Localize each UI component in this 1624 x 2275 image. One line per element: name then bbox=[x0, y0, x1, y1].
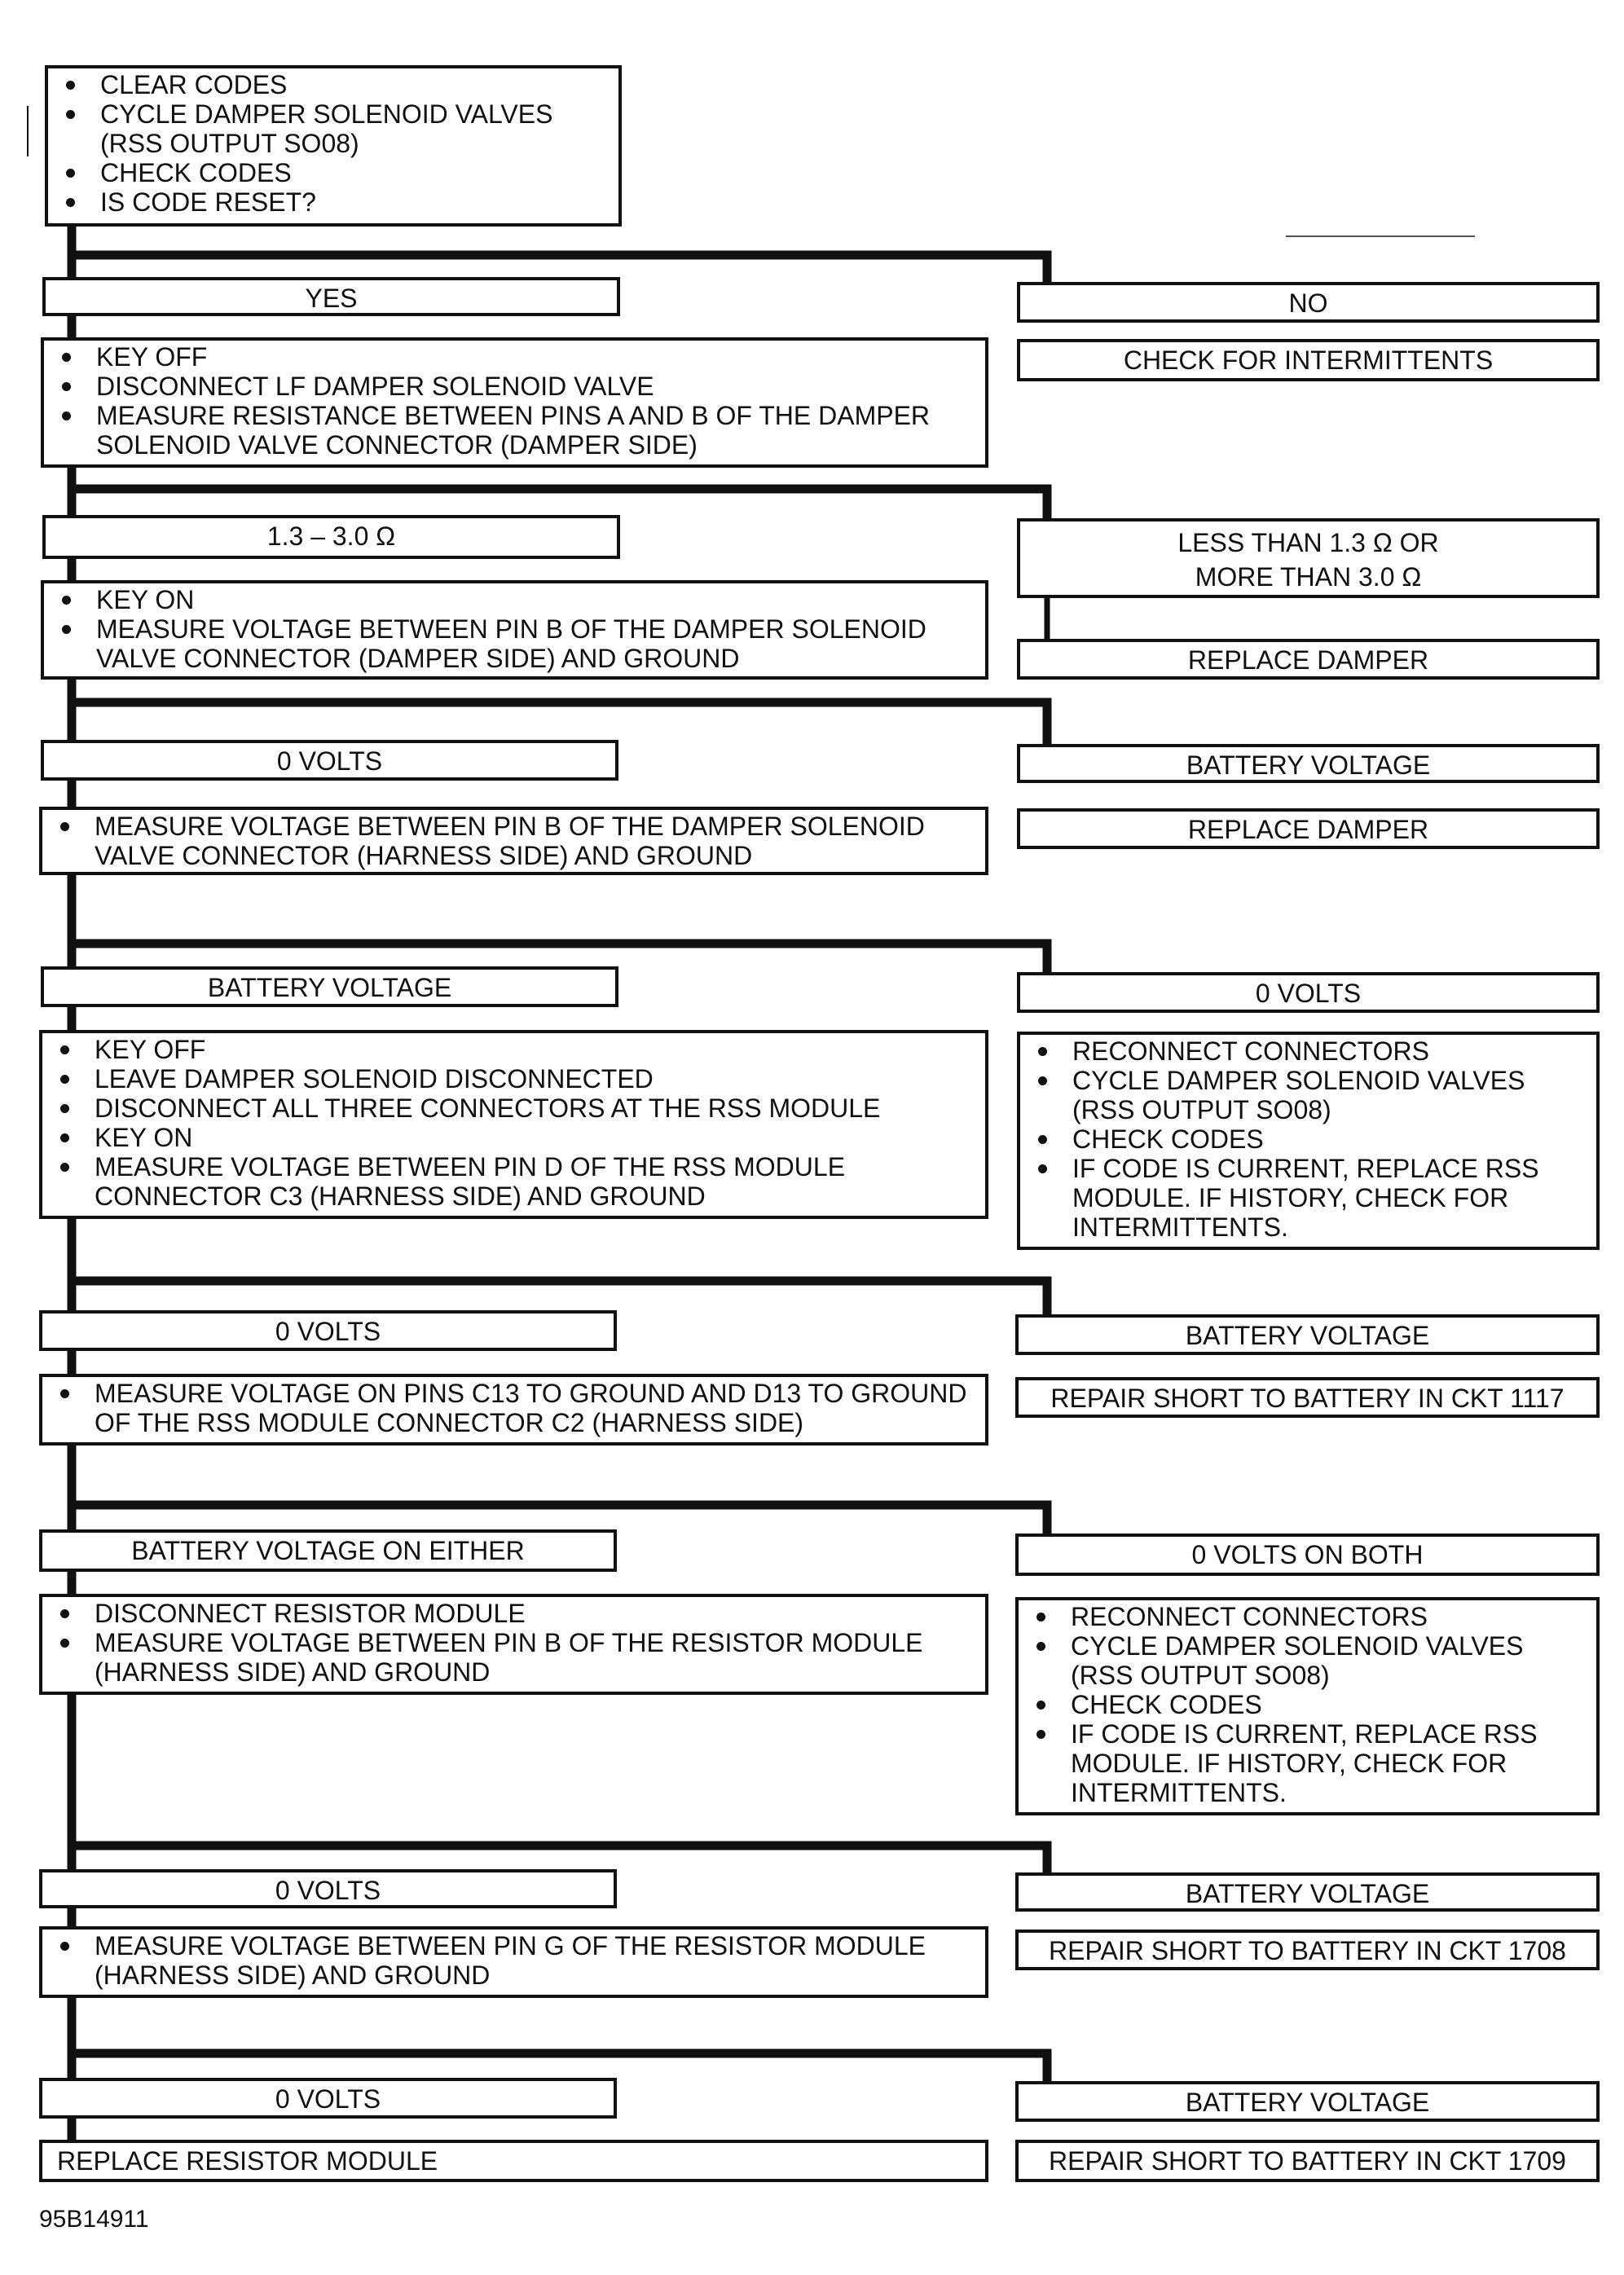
bullet-item: MEASURE VOLTAGE BETWEEN PIN B OF THE RESISTOR MODULE (HARNESS SIDE) AND GROUND bbox=[55, 1628, 979, 1687]
label-line: LESS THAN 1.3 Ω OR bbox=[1177, 528, 1439, 557]
bullet-item: CYCLE DAMPER SOLENOID VALVES (RSS OUTPUT SO08) bbox=[1032, 1631, 1590, 1690]
label-battery-voltage: BATTERY VOLTAGE bbox=[1015, 1314, 1600, 1355]
label-zero-volts: 0 VOLTS bbox=[39, 1310, 617, 1351]
label-yes: YES bbox=[42, 277, 620, 316]
bullet-item: CYCLE DAMPER SOLENOID VALVES (RSS OUTPUT SO08) bbox=[61, 99, 612, 158]
bullet-item: RECONNECT CONNECTORS bbox=[1032, 1602, 1590, 1631]
branch-line-8 bbox=[72, 2053, 1047, 2081]
bullet-item: MEASURE VOLTAGE ON PINS C13 TO GROUND AND D13 TO GROUND OF THE RSS MODULE CONNECTOR C2 (HARNESS SIDE) bbox=[55, 1379, 979, 1437]
step-box-key-on-measure bbox=[41, 580, 988, 680]
bullet-item: DISCONNECT ALL THREE CONNECTORS AT THE RSS MODULE bbox=[55, 1093, 979, 1123]
bullet-item: IF CODE IS CURRENT, REPLACE RSS MODULE. IF HISTORY, CHECK FOR INTERMITTENTS. bbox=[1032, 1719, 1590, 1807]
scan-mark bbox=[27, 106, 29, 156]
bullet-item: MEASURE VOLTAGE BETWEEN PIN G OF THE RESISTOR MODULE (HARNESS SIDE) AND GROUND bbox=[55, 1931, 979, 1990]
bullet-item: KEY ON bbox=[57, 585, 979, 614]
bullet-item: LEAVE DAMPER SOLENOID DISCONNECTED bbox=[55, 1064, 979, 1093]
step-box-rss-module-c3 bbox=[39, 1030, 988, 1219]
bullet-item: CYCLE DAMPER SOLENOID VALVES (RSS OUTPUT SO08) bbox=[1033, 1066, 1590, 1124]
bullet-item: CHECK CODES bbox=[61, 158, 612, 187]
result-check-intermittents: CHECK FOR INTERMITTENTS bbox=[1017, 339, 1600, 381]
bullet-item: IS CODE RESET? bbox=[61, 187, 612, 217]
bullet-item: MEASURE RESISTANCE BETWEEN PINS A AND B OF THE DAMPER SOLENOID VALVE CONNECTOR (DAMPER SIDE) bbox=[57, 401, 979, 460]
label-battery-voltage: BATTERY VOLTAGE bbox=[1017, 744, 1600, 783]
label-zero-volts: 0 VOLTS bbox=[39, 2078, 617, 2119]
result-reconnect-connectors bbox=[1017, 1032, 1600, 1250]
branch-line-5 bbox=[72, 1281, 1047, 1314]
result-reconnect-connectors bbox=[1015, 1597, 1600, 1815]
result-repair-short-1708: REPAIR SHORT TO BATTERY IN CKT 1708 bbox=[1015, 1930, 1600, 1970]
bullet-item: DISCONNECT LF DAMPER SOLENOID VALVE bbox=[57, 372, 979, 401]
result-replace-resistor-module: REPLACE RESISTOR MODULE bbox=[39, 2140, 988, 2182]
step-box-pins-c13-d13 bbox=[39, 1374, 988, 1446]
label-battery-voltage: BATTERY VOLTAGE bbox=[1015, 2081, 1600, 2122]
bullet-item: KEY OFF bbox=[55, 1035, 979, 1064]
result-replace-damper: REPLACE DAMPER bbox=[1017, 808, 1600, 849]
bullet-item: MEASURE VOLTAGE BETWEEN PIN B OF THE DAMPER SOLENOID VALVE CONNECTOR (HARNESS SIDE) AND GROUND bbox=[55, 812, 979, 870]
label-battery-voltage: BATTERY VOLTAGE bbox=[1015, 1872, 1600, 1912]
label-no: NO bbox=[1017, 282, 1600, 323]
result-replace-damper: REPLACE DAMPER bbox=[1017, 639, 1600, 680]
result-repair-short-1709: REPAIR SHORT TO BATTERY IN CKT 1709 bbox=[1015, 2140, 1600, 2182]
bullet-item: CHECK CODES bbox=[1033, 1124, 1590, 1154]
step-box-resistor-module-pin-g bbox=[39, 1926, 988, 1998]
figure-id: 95B14911 bbox=[39, 2206, 149, 2233]
step-box-resistor-module-pin-b bbox=[39, 1594, 988, 1695]
label-zero-volts: 0 VOLTS bbox=[39, 1869, 617, 1908]
label-resistance-in-range: 1.3 – 3.0 Ω bbox=[42, 515, 620, 559]
bullet-item: RECONNECT CONNECTORS bbox=[1033, 1036, 1590, 1066]
step-box-clear-codes bbox=[45, 65, 622, 227]
bullet-item: CLEAR CODES bbox=[61, 70, 612, 99]
result-repair-short-1117: REPAIR SHORT TO BATTERY IN CKT 1117 bbox=[1015, 1377, 1600, 1418]
bullet-item: MEASURE VOLTAGE BETWEEN PIN B OF THE DAMPER SOLENOID VALVE CONNECTOR (DAMPER SIDE) AND GROUND bbox=[57, 614, 979, 673]
step-box-measure-harness bbox=[39, 807, 988, 875]
label-zero-volts: 0 VOLTS bbox=[1017, 972, 1600, 1013]
label-zero-volts-on-both: 0 VOLTS ON BOTH bbox=[1015, 1534, 1600, 1576]
bullet-item: KEY ON bbox=[55, 1123, 979, 1152]
step-box-measure-resistance bbox=[41, 337, 988, 468]
label-zero-volts: 0 VOLTS bbox=[41, 740, 618, 781]
label-battery-voltage-on-either: BATTERY VOLTAGE ON EITHER bbox=[39, 1529, 617, 1572]
bullet-item: DISCONNECT RESISTOR MODULE bbox=[55, 1599, 979, 1628]
label-line: MORE THAN 3.0 Ω bbox=[1195, 562, 1422, 592]
branch-line-2 bbox=[72, 489, 1047, 518]
bullet-item: CHECK CODES bbox=[1032, 1690, 1590, 1719]
bullet-item: IF CODE IS CURRENT, REPLACE RSS MODULE. IF HISTORY, CHECK FOR INTERMITTENTS. bbox=[1033, 1154, 1590, 1242]
bullet-item: MEASURE VOLTAGE BETWEEN PIN D OF THE RSS MODULE CONNECTOR C3 (HARNESS SIDE) AND GROUND bbox=[55, 1152, 979, 1211]
label-battery-voltage: BATTERY VOLTAGE bbox=[41, 966, 618, 1007]
branch-line-3 bbox=[72, 702, 1047, 744]
label-resistance-out-of-range bbox=[1017, 518, 1600, 598]
bullet-item: KEY OFF bbox=[57, 342, 979, 372]
